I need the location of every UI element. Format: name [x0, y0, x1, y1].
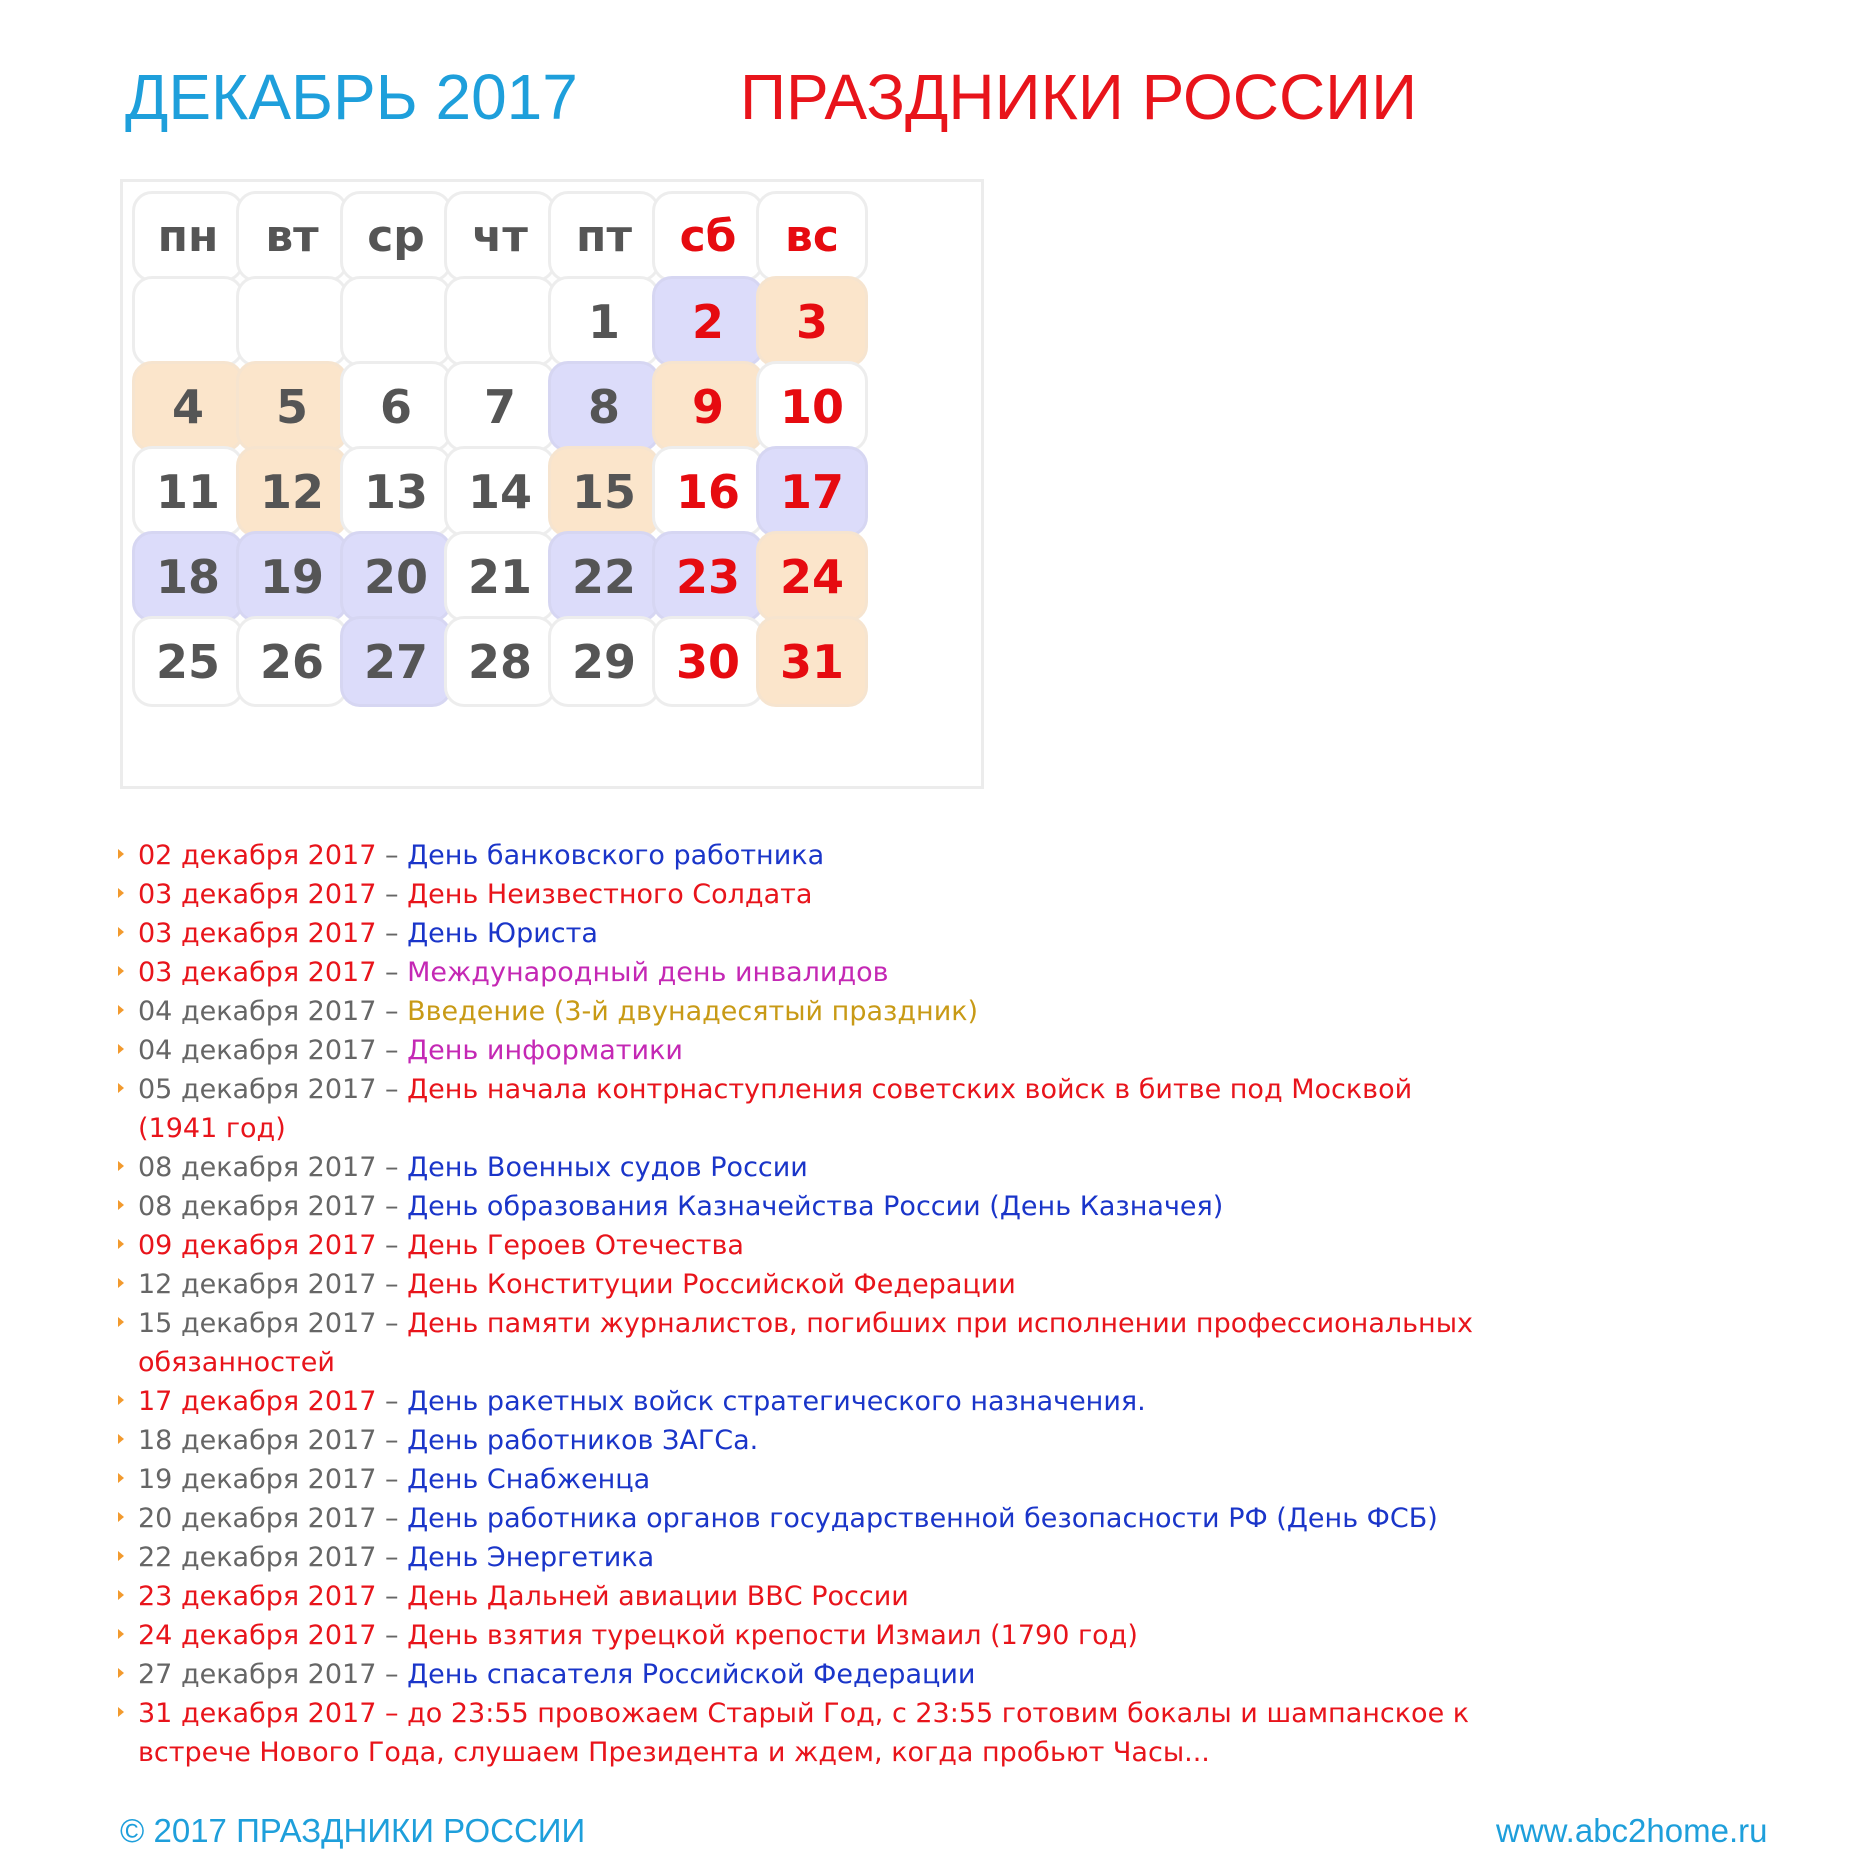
calendar-day-empty	[236, 276, 348, 367]
calendar-day[interactable]: 31	[756, 616, 868, 707]
bullet-arrow-icon	[118, 1629, 124, 1639]
calendar-day[interactable]: 13	[340, 446, 452, 537]
holiday-title[interactable]: День работников ЗАГСа.	[407, 1425, 759, 1456]
bullet-arrow-icon	[118, 1395, 124, 1405]
holiday-title[interactable]: до 23:55 провожаем Старый Год, с 23:55 готовим бокалы и шампанское к встрече Нового Года, слушаем Президента и ждем, когда пробьют Часы...	[138, 1698, 1470, 1768]
holiday-date: 31 декабря 2017	[138, 1698, 377, 1729]
holiday-separator: –	[376, 1152, 408, 1183]
bullet-arrow-icon	[118, 1200, 124, 1210]
holiday-title[interactable]: День банковского работника	[407, 840, 825, 871]
holiday-title[interactable]: День Энергетика	[407, 1542, 655, 1573]
holiday-date: 08 декабря 2017	[138, 1191, 377, 1222]
calendar-day[interactable]: 10	[756, 361, 868, 452]
holiday-date: 20 декабря 2017	[138, 1503, 377, 1534]
holiday-title[interactable]: День ракетных войск стратегического назначения.	[407, 1386, 1146, 1417]
bullet-arrow-icon	[118, 1473, 124, 1483]
holiday-separator: –	[376, 1542, 408, 1573]
holiday-list	[118, 836, 1478, 1772]
holiday-separator: –	[376, 1191, 408, 1222]
calendar-day[interactable]: 23	[652, 531, 764, 622]
bullet-arrow-icon	[118, 1044, 124, 1054]
holiday-title[interactable]: День начала контрнаступления советских войск в битве под Москвой (1941 год)	[138, 1074, 1413, 1144]
weekday-header: пт	[548, 191, 660, 282]
calendar-day[interactable]: 17	[756, 446, 868, 537]
holiday-separator: –	[376, 1230, 408, 1261]
holiday-date: 03 декабря 2017	[138, 957, 377, 988]
holiday-separator: –	[376, 996, 408, 1027]
calendar-day[interactable]: 15	[548, 446, 660, 537]
holiday-list-item	[118, 1694, 1478, 1772]
calendar-day[interactable]: 1	[548, 276, 660, 367]
calendar-day[interactable]: 8	[548, 361, 660, 452]
bullet-arrow-icon	[118, 1161, 124, 1171]
holiday-list-item	[118, 953, 1478, 992]
holiday-separator: –	[376, 1503, 408, 1534]
holiday-list-item	[118, 1577, 1478, 1616]
holiday-title[interactable]: Введение (3-й двунадесятый праздник)	[407, 996, 979, 1027]
bullet-arrow-icon	[118, 1551, 124, 1561]
calendar-day[interactable]: 14	[444, 446, 556, 537]
bullet-arrow-icon	[118, 1590, 124, 1600]
footer-copyright: © 2017 ПРАЗДНИКИ РОССИИ	[120, 1812, 586, 1849]
holiday-list-item	[118, 1304, 1478, 1382]
calendar-day[interactable]: 20	[340, 531, 452, 622]
weekday-header: сб	[652, 191, 764, 282]
holiday-list-item	[118, 1421, 1478, 1460]
calendar-day-empty	[132, 276, 244, 367]
calendar-day[interactable]: 5	[236, 361, 348, 452]
holiday-separator: –	[376, 879, 408, 910]
holiday-separator: –	[376, 1035, 408, 1066]
holiday-date: 08 декабря 2017	[138, 1152, 377, 1183]
holiday-separator: –	[376, 957, 408, 988]
calendar-day[interactable]: 2	[652, 276, 764, 367]
holiday-separator: –	[376, 918, 408, 949]
holiday-separator: –	[376, 840, 408, 871]
holiday-date: 02 декабря 2017	[138, 840, 377, 871]
calendar-day[interactable]: 28	[444, 616, 556, 707]
holiday-title[interactable]: День Юриста	[407, 918, 598, 949]
holiday-title[interactable]: День Героев Отечества	[407, 1230, 744, 1261]
holiday-date: 23 декабря 2017	[138, 1581, 377, 1612]
holiday-list-item	[118, 1616, 1478, 1655]
calendar-grid	[120, 179, 984, 789]
calendar-day[interactable]: 7	[444, 361, 556, 452]
bullet-arrow-icon	[118, 1317, 124, 1327]
holiday-date: 03 декабря 2017	[138, 918, 377, 949]
holiday-title[interactable]: День работника органов государственной безопасности РФ (День ФСБ)	[407, 1503, 1438, 1534]
page-title-holidays: ПРАЗДНИКИ РОССИИ	[740, 61, 1418, 133]
holiday-list-item	[118, 914, 1478, 953]
calendar-day[interactable]: 25	[132, 616, 244, 707]
calendar-day[interactable]: 6	[340, 361, 452, 452]
holiday-separator: –	[376, 1074, 408, 1105]
bullet-arrow-icon	[118, 1005, 124, 1015]
holiday-date: 04 декабря 2017	[138, 1035, 377, 1066]
holiday-separator: –	[376, 1269, 408, 1300]
holiday-title[interactable]: День Неизвестного Солдата	[407, 879, 813, 910]
holiday-title[interactable]: День Военных судов России	[407, 1152, 808, 1183]
holiday-list-item	[118, 1226, 1478, 1265]
holiday-separator: –	[376, 1386, 408, 1417]
page-title-month: ДЕКАБРЬ 2017	[125, 61, 578, 133]
calendar-day[interactable]: 30	[652, 616, 764, 707]
holiday-separator: –	[376, 1308, 408, 1339]
bullet-arrow-icon	[118, 966, 124, 976]
holiday-title[interactable]: День Дальней авиации ВВС России	[407, 1581, 909, 1612]
weekday-header: вт	[236, 191, 348, 282]
holiday-separator: –	[376, 1581, 408, 1612]
calendar-day[interactable]: 29	[548, 616, 660, 707]
bullet-arrow-icon	[118, 1278, 124, 1288]
holiday-title[interactable]: Международный день инвалидов	[407, 957, 889, 988]
calendar-day[interactable]: 11	[132, 446, 244, 537]
holiday-list-item	[118, 1265, 1478, 1304]
holiday-list-item	[118, 1499, 1478, 1538]
holiday-list-item	[118, 1460, 1478, 1499]
bullet-arrow-icon	[118, 1668, 124, 1678]
bullet-arrow-icon	[118, 1239, 124, 1249]
holiday-date: 27 декабря 2017	[138, 1659, 377, 1690]
holiday-date: 24 декабря 2017	[138, 1620, 377, 1651]
calendar-day[interactable]: 3	[756, 276, 868, 367]
holiday-date: 19 декабря 2017	[138, 1464, 377, 1495]
holiday-list-item	[118, 1382, 1478, 1421]
bullet-arrow-icon	[118, 1707, 124, 1717]
holiday-date: 12 декабря 2017	[138, 1269, 377, 1300]
holiday-title[interactable]: День спасателя Российской Федерации	[407, 1659, 976, 1690]
calendar-day[interactable]: 12	[236, 446, 348, 537]
calendar-day[interactable]: 19	[236, 531, 348, 622]
holiday-title[interactable]: День информатики	[407, 1035, 683, 1066]
bullet-arrow-icon	[118, 1083, 124, 1093]
holiday-separator: –	[376, 1698, 408, 1729]
holiday-list-item	[118, 1148, 1478, 1187]
weekday-header: вс	[756, 191, 868, 282]
holiday-date: 22 декабря 2017	[138, 1542, 377, 1573]
calendar-day[interactable]: 9	[652, 361, 764, 452]
holiday-list-item	[118, 1187, 1478, 1226]
calendar-day[interactable]: 16	[652, 446, 764, 537]
calendar-day-empty	[444, 276, 556, 367]
holiday-title[interactable]: День Конституции Российской Федерации	[407, 1269, 1016, 1300]
holiday-list-item	[118, 875, 1478, 914]
holiday-date: 03 декабря 2017	[138, 879, 377, 910]
holiday-title[interactable]: День взятия турецкой крепости Измаил (1790 год)	[407, 1620, 1138, 1651]
bullet-arrow-icon	[118, 849, 124, 859]
holiday-date: 05 декабря 2017	[138, 1074, 377, 1105]
holiday-list-item	[118, 836, 1478, 875]
holiday-title[interactable]: День Снабженца	[407, 1464, 651, 1495]
footer-url-link[interactable]: www.abc2home.ru	[1496, 1812, 1768, 1849]
weekday-header: ср	[340, 191, 452, 282]
holiday-list-item	[118, 1031, 1478, 1070]
calendar-day-empty	[340, 276, 452, 367]
holiday-date: 09 декабря 2017	[138, 1230, 377, 1261]
holiday-list-item	[118, 1655, 1478, 1694]
calendar-day[interactable]: 4	[132, 361, 244, 452]
weekday-header: чт	[444, 191, 556, 282]
holiday-separator: –	[376, 1464, 408, 1495]
calendar-day[interactable]: 24	[756, 531, 868, 622]
holiday-date: 18 декабря 2017	[138, 1425, 377, 1456]
holiday-title[interactable]: День памяти журналистов, погибших при исполнении профессиональных обязанностей	[138, 1308, 1473, 1378]
holiday-list-item	[118, 1070, 1478, 1148]
bullet-arrow-icon	[118, 927, 124, 937]
holiday-date: 04 декабря 2017	[138, 996, 377, 1027]
bullet-arrow-icon	[118, 1512, 124, 1522]
bullet-arrow-icon	[118, 1434, 124, 1444]
holiday-date: 17 декабря 2017	[138, 1386, 377, 1417]
calendar-day[interactable]: 22	[548, 531, 660, 622]
bullet-arrow-icon	[118, 888, 124, 898]
holiday-title[interactable]: День образования Казначейства России (День Казначея)	[407, 1191, 1224, 1222]
holiday-separator: –	[376, 1425, 408, 1456]
holiday-separator: –	[376, 1620, 408, 1651]
holiday-list-item	[118, 992, 1478, 1031]
calendar-day[interactable]: 26	[236, 616, 348, 707]
holiday-list-item	[118, 1538, 1478, 1577]
calendar-day[interactable]: 21	[444, 531, 556, 622]
calendar-day[interactable]: 18	[132, 531, 244, 622]
holiday-date: 15 декабря 2017	[138, 1308, 377, 1339]
calendar-day[interactable]: 27	[340, 616, 452, 707]
weekday-header: пн	[132, 191, 244, 282]
holiday-separator: –	[376, 1659, 408, 1690]
